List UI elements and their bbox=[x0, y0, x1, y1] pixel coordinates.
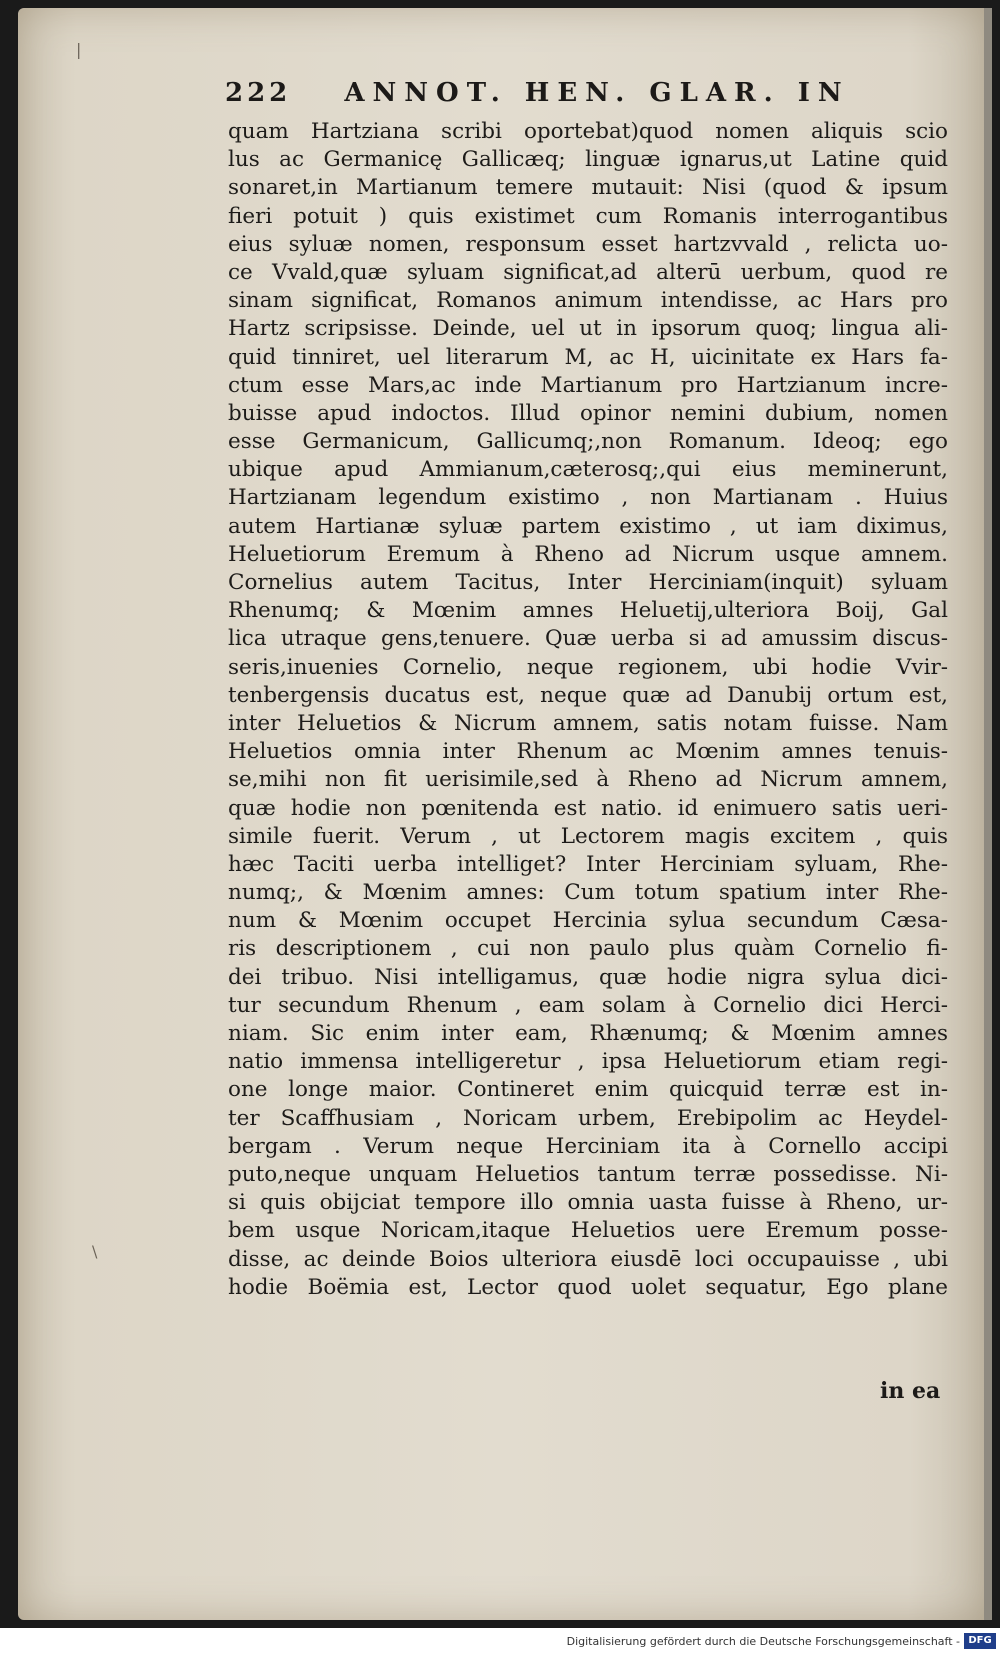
text-line: numq;, & Mœnim amnes: Cum totum spatium inter Rhe- bbox=[228, 880, 948, 906]
text-line: Heluetiorum Eremum à Rheno ad Nicrum usque amnem. bbox=[228, 541, 948, 567]
text-line: inter Heluetios & Nicrum amnem, satis notam fuisse. Nam bbox=[228, 710, 948, 736]
text-line: Heluetios omnia inter Rhenum ac Mœnim amnes tenuis- bbox=[228, 739, 948, 765]
text-line: disse, ac deinde Boios ulteriora eiusdē loci occupauisse , ubi bbox=[228, 1246, 948, 1272]
text-line: quid tinniret, uel literarum M, ac H, uicinitate ex Hars fa- bbox=[228, 344, 948, 370]
text-line: autem Hartianæ syluæ partem existimo , ut iam diximus, bbox=[228, 513, 948, 539]
text-line: num & Mœnim occupet Hercinia sylua secundum Cæsa- bbox=[228, 908, 948, 934]
page-number: 222 bbox=[225, 78, 292, 108]
text-line: Hartz scripsisse. Deinde, uel ut in ipsorum quoq; lingua ali- bbox=[228, 316, 948, 342]
text-line: lica utraque gens,tenuere. Quæ uerba si ad amussim discus- bbox=[228, 626, 948, 652]
text-line: natio immensa intelligeretur , ipsa Heluetiorum etiam regi- bbox=[228, 1049, 948, 1075]
text-line: one longe maior. Contineret enim quicquid terræ est in- bbox=[228, 1077, 948, 1103]
text-line: bem usque Noricam,itaque Heluetios uere Eremum posse- bbox=[228, 1218, 948, 1244]
text-line: sonaret,in Martianum temere mutauit: Nisi (quod & ipsum bbox=[228, 175, 948, 201]
text-line: quam Hartziana scribi oportebat)quod nomen aliquis scio bbox=[228, 119, 948, 144]
text-line: fieri potuit ) quis existimet cum Romanis interrogantibus bbox=[228, 203, 948, 229]
running-header bbox=[225, 78, 850, 112]
dfg-logo: DFG bbox=[964, 1633, 996, 1649]
text-line: Cornelius autem Tacitus, Inter Herciniam(inquit) syluam bbox=[228, 570, 948, 595]
text-line: se,mihi non fit uerisimile,sed à Rheno ad Nicrum amnem, bbox=[228, 767, 948, 793]
text-line: ris descriptionem , cui non paulo plus quàm Cornelio fi- bbox=[228, 936, 948, 962]
catchword: in ea bbox=[880, 1378, 941, 1404]
text-line: Hartzianam legendum existimo , non Martianam . Huius bbox=[228, 485, 948, 511]
text-line: si quis obijciat tempore illo omnia uasta fuisse à Rheno, ur- bbox=[228, 1190, 948, 1216]
footer-bar bbox=[0, 1628, 1000, 1658]
text-line: ce Vvald,quæ syluam significat,ad alterū uerbum, quod re bbox=[228, 259, 948, 285]
text-line: niam. Sic enim inter eam, Rhænumq; & Mœnim amnes bbox=[228, 1021, 948, 1046]
text-line: ctum esse Mars,ac inde Martianum pro Hartzianum incre- bbox=[228, 372, 948, 398]
funding-credit: Digitalisierung gefördert durch die Deutsche Forschungsgemeinschaft - bbox=[566, 1635, 960, 1648]
margin-mark: | bbox=[76, 40, 82, 59]
text-line: sinam significat, Romanos animum intendisse, ac Hars pro bbox=[228, 288, 948, 314]
text-line: esse Germanicum, Gallicumq;,non Romanum. Ideoq; ego bbox=[228, 429, 948, 455]
text-line: eius syluæ nomen, responsum esset hartzvvald , relicta uo- bbox=[228, 231, 948, 257]
text-line: bergam . Verum neque Herciniam ita à Cornello accipi bbox=[228, 1133, 948, 1159]
page-edge bbox=[984, 8, 992, 1620]
text-line: lus ac Germanicę Gallicæq; linguæ ignarus,ut Latine quid bbox=[228, 147, 948, 173]
text-line: ubique apud Ammianum,cæterosq;,qui eius meminerunt, bbox=[228, 457, 948, 483]
text-line: hæc Taciti uerba intelliget? Inter Herciniam syluam, Rhe- bbox=[228, 851, 948, 877]
text-line: tenbergensis ducatus est, neque quæ ad Danubij ortum est, bbox=[228, 682, 948, 708]
text-line: simile fuerit. Verum , ut Lectorem magis excitem , quis bbox=[228, 823, 948, 849]
text-line: seris,inuenies Cornelio, neque regionem, ubi hodie Vvir- bbox=[228, 654, 948, 680]
text-line: buisse apud indoctos. Illud opinor nemini dubium, nomen bbox=[228, 400, 948, 426]
body-text bbox=[228, 118, 948, 1302]
text-line: puto,neque unquam Heluetios tantum terræ possedisse. Ni- bbox=[228, 1161, 948, 1187]
text-line: Rhenumq; & Mœnim amnes Heluetij,ulteriora Boij, Gal bbox=[228, 598, 948, 624]
text-line: tur secundum Rhenum , eam solam à Cornelio dici Herci- bbox=[228, 992, 948, 1018]
text-line: ter Scaffhusiam , Noricam urbem, Erebipolim ac Heydel- bbox=[228, 1105, 948, 1131]
margin-mark: \ bbox=[92, 1242, 98, 1261]
running-head: ANNOT. HEN. GLAR. IN bbox=[344, 78, 850, 108]
text-line: dei tribuo. Nisi intelligamus, quæ hodie nigra sylua dici- bbox=[228, 964, 948, 990]
text-line: quæ hodie non pœnitenda est natio. id enimuero satis ueri- bbox=[228, 795, 948, 821]
text-line: hodie Boëmia est, Lector quod uolet sequatur, Ego plane bbox=[228, 1274, 948, 1300]
